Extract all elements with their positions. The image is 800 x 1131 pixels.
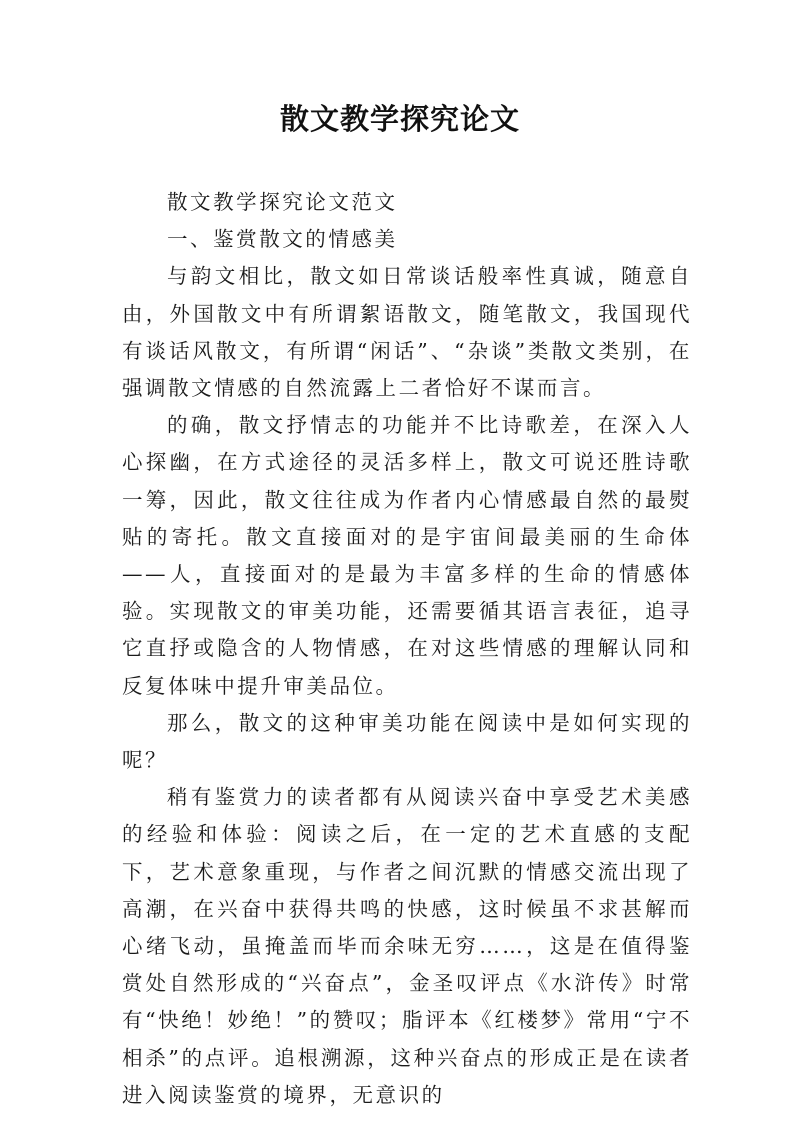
paragraph-section-heading: 一、鉴赏散文的情感美: [167, 227, 398, 252]
paragraph: 那么，散文的这种审美功能在阅读中是如何实现的呢？: [122, 710, 692, 773]
document-title: 散文教学探究论文: [279, 102, 520, 136]
paragraph: 的确，散文抒情志的功能并不比诗歌差，在深入人心探幽，在方式途径的灵活多样上，散文可说还胜诗歌一筹，因此，散文往往成为作者内心情感最自然的最熨贴的寄托。散文直接面对的是宇宙间最美丽的生命体——人，直接面对的是最为丰富多样的生命的情感体验。实现散文的审美功能，还需要循其语言表征，追寻它直抒或隐含的人物情感，在对这些情感的理解认同和反复体味中提升审美品位。: [122, 413, 692, 698]
paragraph: 与韵文相比，散文如日常谈话般率性真诚，随意自由，外国散文中有所谓絮语散文，随笔散文，我国现代有谈话风散文，有所谓“闲话”、“杂谈”类散文类别，在强调散文情感的自然流露上二者恰好不谋而言。: [122, 264, 692, 401]
paragraph: 稍有鉴赏力的读者都有从阅读兴奋中享受艺术美感的经验和体验：阅读之后，在一定的艺术直感的支配下，艺术意象重现，与作者之间沉默的情感交流出现了高潮，在兴奋中获得共鸣的快感，这时候虽不求甚解而心绪飞动，虽掩盖而毕而余味无穷……，这是在值得鉴赏处自然形成的“兴奋点”，金圣叹评点《水浒传》时常有“快绝！妙绝！”的赞叹；脂评本《红楼梦》常用“宁不相杀”的点评。追根溯源，这种兴奋点的形成正是在读者进入阅读鉴赏的境界，无意识的: [122, 785, 692, 1107]
document-body: [122, 184, 692, 1114]
paragraph-subtitle: 散文教学探究论文范文: [167, 190, 398, 214]
